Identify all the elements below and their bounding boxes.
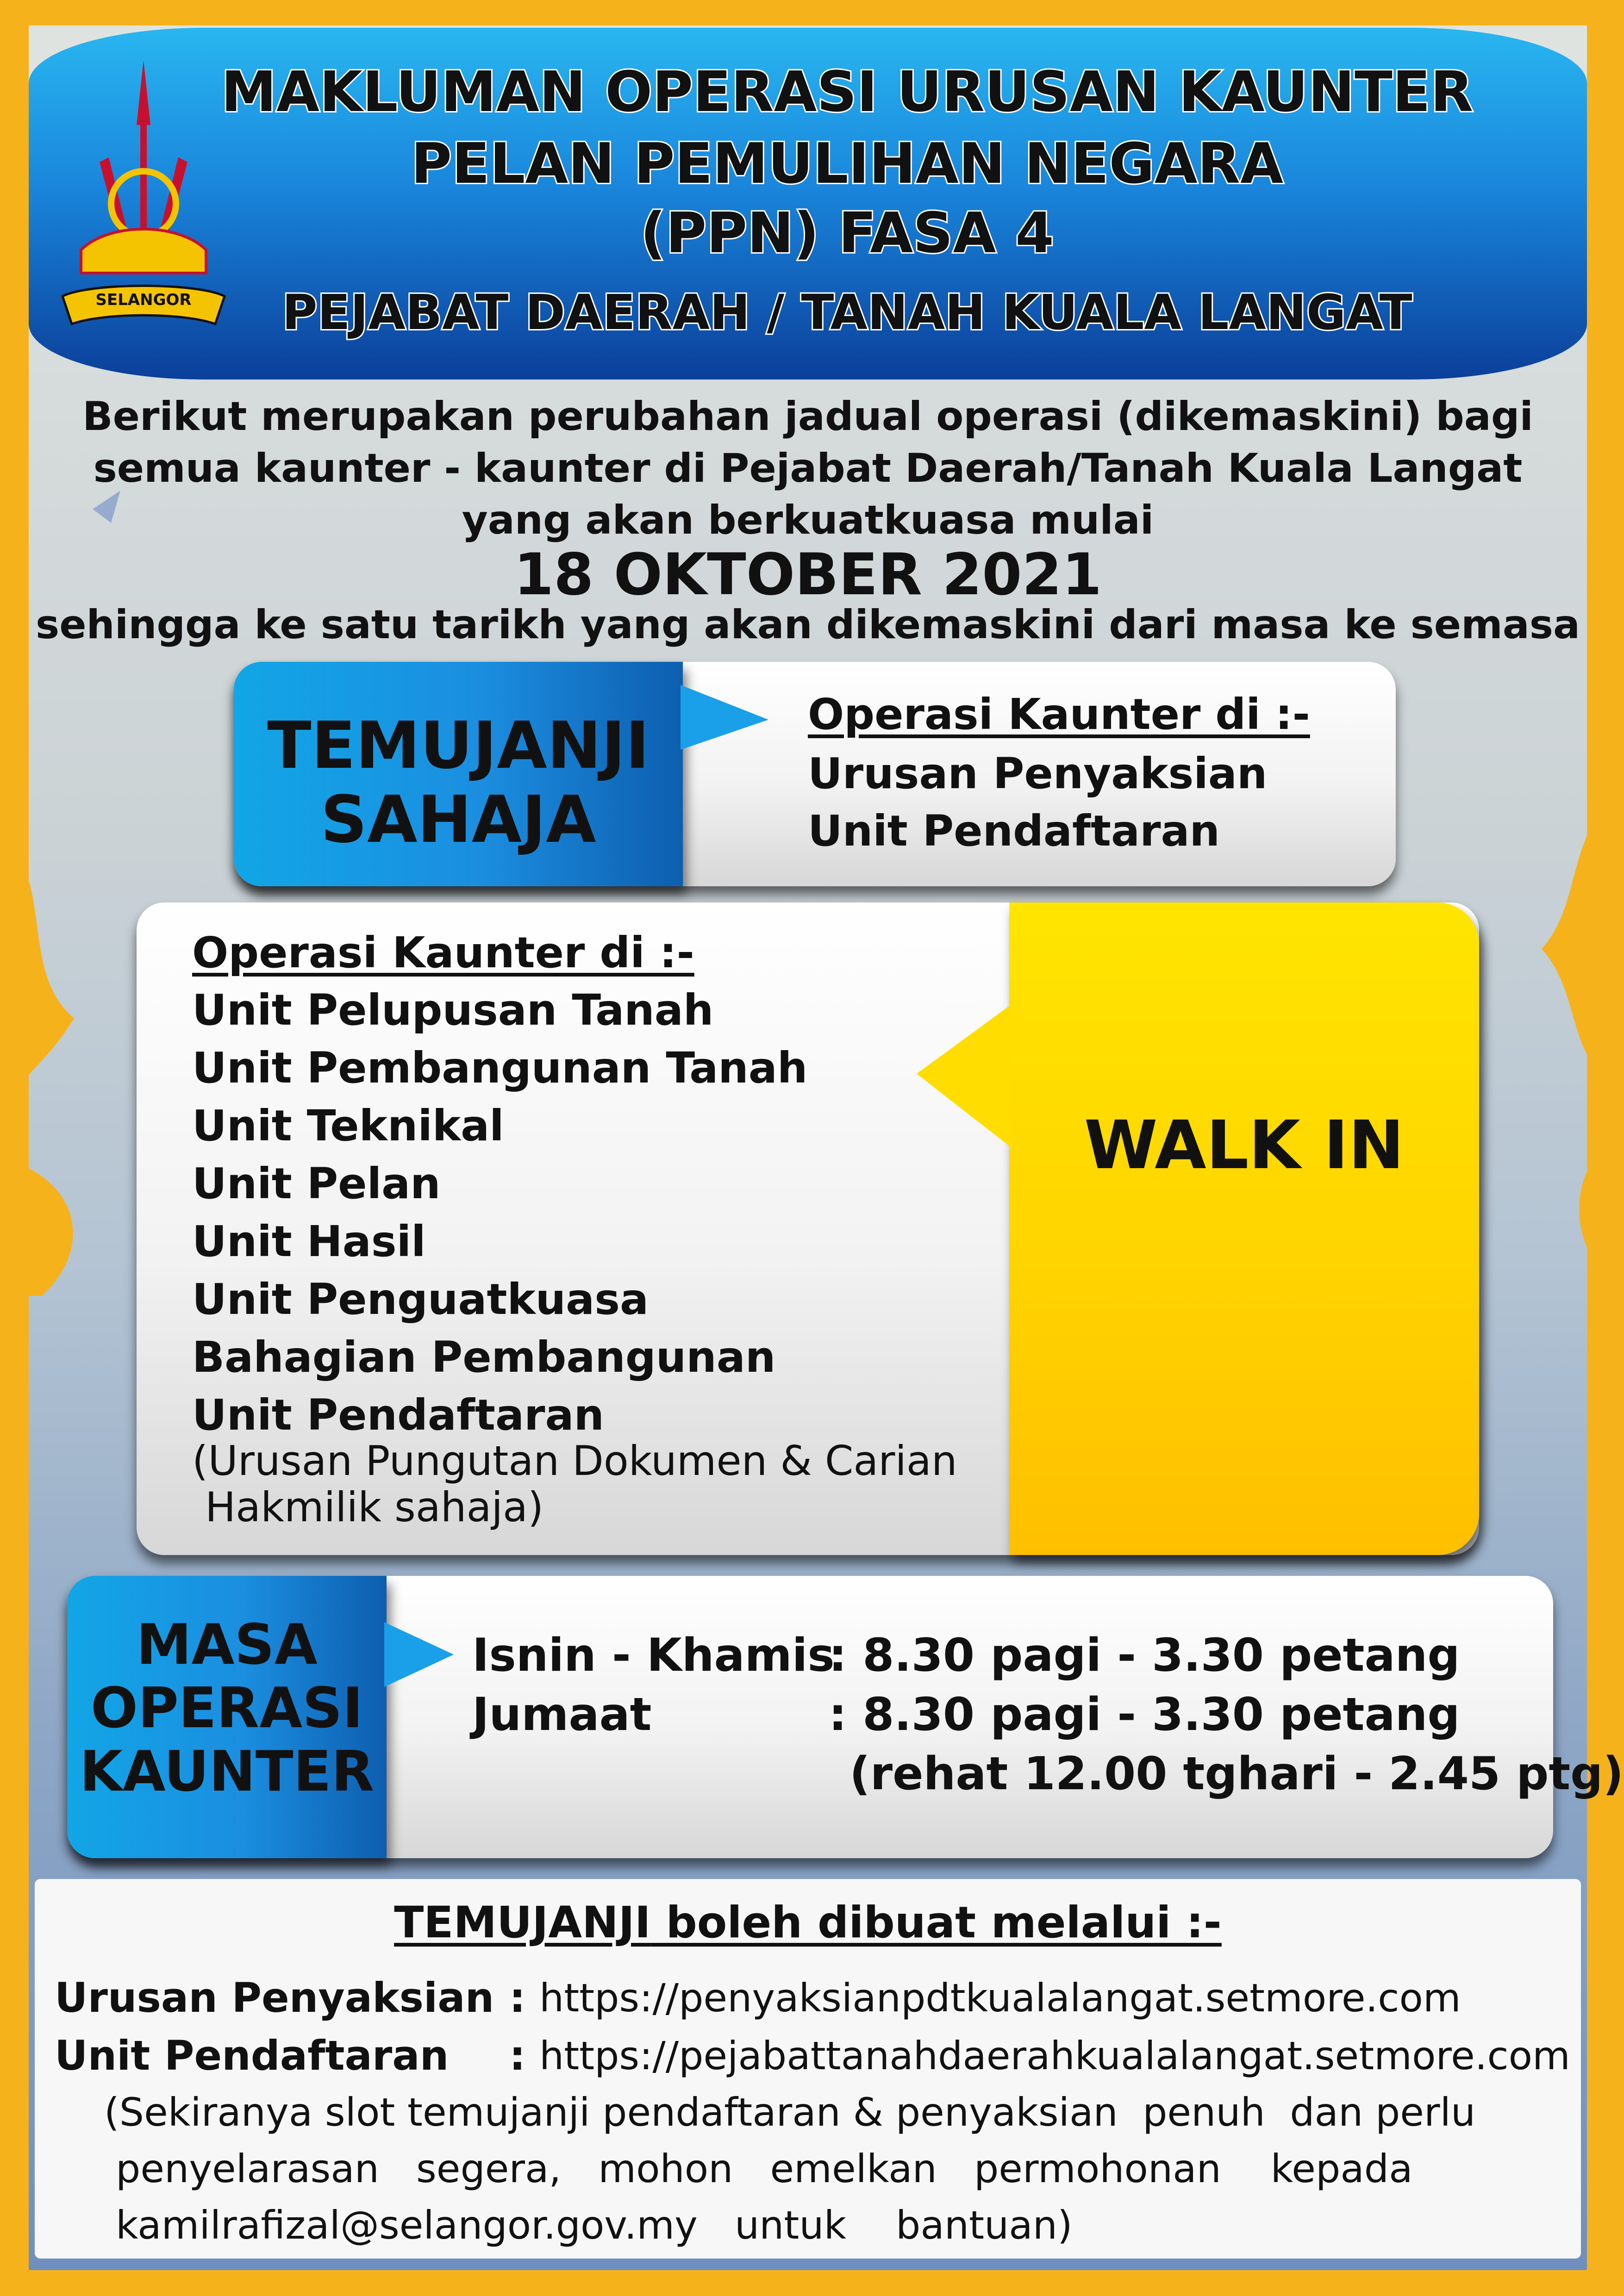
walk-in-tab [1009, 902, 1479, 1555]
walk-in-list [192, 981, 807, 1444]
hours-label-line2: OPERASI [90, 1676, 363, 1741]
appointment-only-label-line2: SAHAJA [320, 782, 596, 858]
appointment-only-list-item: Urusan Penyaksian [808, 749, 1268, 798]
walk-in-list-item: Unit Pembangunan Tanah [192, 1043, 808, 1093]
intro-line4: sehingga ke satu tarikh yang akan dikemaskini dari masa ke semasa [36, 602, 1580, 648]
booking-row2-label: Unit Pendaftaran [55, 2032, 449, 2079]
pendaftaran-booking-link[interactable]: https://pejabattanahdaerahkualalangat.setmore.com [539, 2033, 1570, 2078]
effective-date: 18 OKTOBER 2021 [513, 541, 1102, 608]
hours-row2-time: : 8.30 pagi - 3.30 petang [829, 1688, 1460, 1741]
hours-row2-day: Jumaat [472, 1688, 652, 1741]
header-title-line3: (PPN) FASA 4 [640, 201, 1054, 266]
walk-in-note-line2: Hakmilik sahaja) [192, 1483, 544, 1531]
walk-in-label: WALK IN [1084, 1106, 1405, 1184]
hours-tab-pointer [384, 1622, 463, 1692]
walk-in-tab-pointer [917, 1004, 1014, 1152]
booking-note-line3: kamilrafizal@selangor.gov.my untuk bantuan) [116, 2203, 1073, 2248]
appointment-only-list [808, 745, 1267, 860]
logo-text: SELANGOR [95, 291, 192, 309]
walk-in-list-item: Unit Pendaftaran [192, 1390, 605, 1440]
hours-label-line3: KAUNTER [79, 1740, 375, 1804]
intro-line3: yang akan berkuatkuasa mulai [462, 497, 1154, 543]
header-title-line1: MAKLUMAN OPERASI URUSAN KAUNTER [221, 60, 1474, 124]
walk-in-list-item: Unit Hasil [192, 1217, 426, 1266]
header-title-line2: PELAN PEMULIHAN NEGARA [411, 132, 1283, 196]
walk-in-list-item: Unit Pelupusan Tanah [192, 985, 714, 1035]
booking-heading-rest: boleh dibuat melalui :- [650, 1898, 1222, 1948]
walk-in-note-line1: (Urusan Pungutan Dokumen & Carian [192, 1437, 957, 1485]
appointment-only-heading: Operasi Kaunter di :- [808, 690, 1310, 739]
hours-break: (rehat 12.00 tghari - 2.45 ptg) [849, 1748, 1624, 1800]
appointment-only-label-line1: TEMUJANJI [267, 708, 650, 784]
booking-note-line1: (Sekiranya slot temujanji pendaftaran & penyaksian penuh dan perlu [104, 2090, 1476, 2135]
hours-row1-day: Isnin - Khamis [472, 1629, 835, 1682]
walk-in-list-item: Unit Penguatkuasa [192, 1275, 649, 1324]
booking-heading-bold: TEMUJANJI [394, 1898, 651, 1948]
appointment-tab-pointer [681, 685, 773, 768]
booking-row1-label: Urusan Penyaksian [55, 1974, 494, 2022]
header-office-name: PEJABAT DAERAH / TANAH KUALA LANGAT [282, 284, 1412, 341]
walk-in-list-item: Unit Pelan [192, 1159, 441, 1208]
booking-heading [35, 1898, 1581, 1948]
intro-line2: semua kaunter - kaunter di Pejabat Daerah/Tanah Kuala Langat [93, 445, 1523, 492]
hours-row1-time: : 8.30 pagi - 3.30 petang [829, 1629, 1460, 1682]
walk-in-list-item: Unit Teknikal [192, 1101, 504, 1151]
appointment-only-list-item: Unit Pendaftaran [808, 806, 1220, 856]
hours-label-line1: MASA [136, 1613, 318, 1677]
walk-in-list-item: Bahagian Pembangunan [192, 1332, 776, 1382]
intro-line1: Berikut merupakan perubahan jadual operasi (dikemaskini) bagi [82, 393, 1533, 440]
walk-in-heading: Operasi Kaunter di :- [192, 928, 694, 977]
booking-row1-separator: : [509, 1974, 526, 2022]
booking-note-line2: penyelarasan segera, mohon emelkan permohonan kepada [116, 2146, 1413, 2191]
penyaksian-booking-link[interactable]: https://penyaksianpdtkualalangat.setmore.com [539, 1975, 1461, 2021]
booking-row2-separator: : [509, 2032, 526, 2079]
